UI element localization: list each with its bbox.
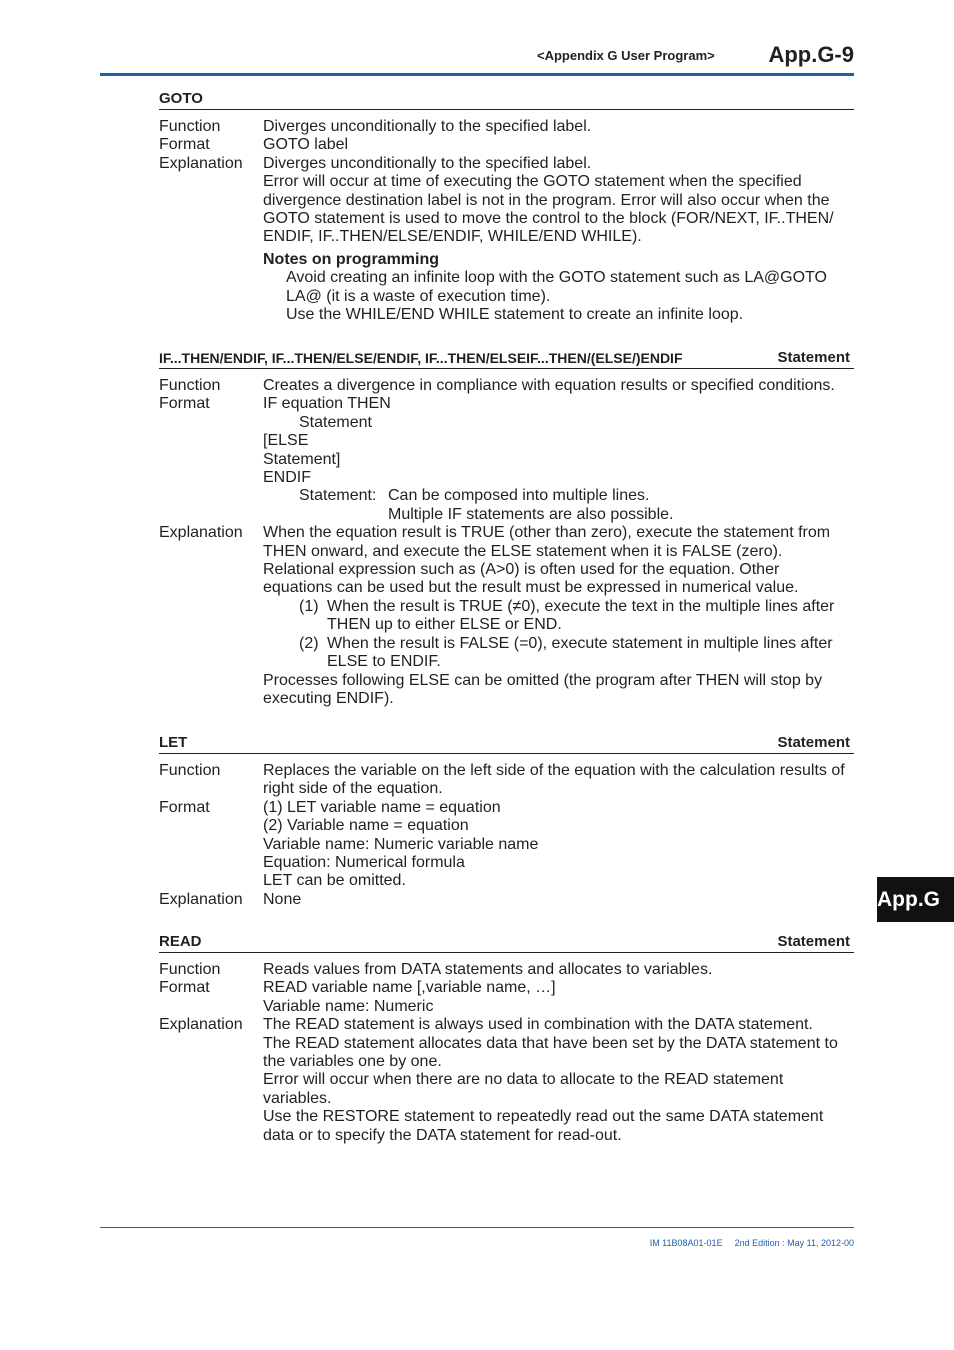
function-label: Function xyxy=(159,118,221,135)
format-line: LET can be omitted. xyxy=(263,872,406,890)
section-heading xyxy=(159,346,854,369)
explanation-label: Explanation xyxy=(159,1016,243,1034)
header-rule xyxy=(100,73,854,76)
item-number: (2) xyxy=(299,634,319,652)
section-heading xyxy=(159,930,854,953)
explanation-line: Use the RESTORE statement to repeatedly read out the same DATA statement xyxy=(263,1108,824,1126)
item-line: When the result is TRUE (≠0), execute the text in the multiple lines after xyxy=(327,597,835,615)
function-row xyxy=(159,118,854,136)
section-kind: Statement xyxy=(777,349,850,366)
section-title: LET xyxy=(159,734,188,751)
numbered-item xyxy=(263,635,854,653)
explanation-line: executing ENDIF). xyxy=(263,689,394,707)
explanation-line: Relational expression such as (A>0) is often used for the equation. Other xyxy=(263,561,780,579)
format-line: (1) LET variable name = equation xyxy=(263,798,501,816)
edition-date: 2nd Edition : May 11, 2012-00 xyxy=(734,1238,854,1248)
section-title: GOTO xyxy=(159,90,203,107)
section-read xyxy=(159,930,854,1145)
explanation-label: Explanation xyxy=(159,154,243,172)
function-line: right side of the equation. xyxy=(263,780,443,798)
format-note-label: Statement: xyxy=(299,487,377,505)
section-title: IF...THEN/ENDIF, IF...THEN/ELSE/ENDIF, IF...THEN/ELSEIF...THEN/(ELSE/)ENDIF xyxy=(159,350,683,366)
note-line: Use the WHILE/END WHILE statement to create an infinite loop. xyxy=(286,306,744,324)
function-label: Function xyxy=(159,961,221,978)
format-row xyxy=(159,979,854,1016)
function-row xyxy=(159,377,854,395)
numbered-item xyxy=(263,598,854,616)
section-kind: Statement xyxy=(777,933,850,950)
explanation-line: Processes following ELSE can be omitted (the program after THEN will stop by xyxy=(263,671,823,689)
function-text: Diverges unconditionally to the specified label. xyxy=(263,118,592,135)
format-row xyxy=(159,799,854,891)
function-row xyxy=(159,762,854,799)
function-line: Replaces the variable on the left side of the equation with the calculation results of xyxy=(263,762,845,779)
format-note-line: Can be composed into multiple lines. xyxy=(388,487,650,505)
appendix-tab-label: App.G xyxy=(877,888,940,911)
format-note-line: Multiple IF statements are also possible. xyxy=(388,505,674,523)
explanation-label: Explanation xyxy=(159,524,243,542)
function-text: Reads values from DATA statements and allocates to variables. xyxy=(263,961,713,978)
format-label: Format xyxy=(159,979,210,997)
item-number: (1) xyxy=(299,597,319,615)
note-line: Avoid creating an infinite loop with the GOTO statement such as LA@GOTO xyxy=(286,269,827,287)
format-label: Format xyxy=(159,136,210,154)
section-heading xyxy=(159,87,854,110)
format-label: Format xyxy=(159,395,210,413)
format-label: Format xyxy=(159,798,210,816)
format-text: GOTO label xyxy=(263,136,349,154)
explanation-line: When the equation result is TRUE (other than zero), execute the statement from xyxy=(263,524,831,542)
function-text: Creates a divergence in compliance with equation results or specified conditions. xyxy=(263,377,835,394)
section-goto xyxy=(159,87,854,324)
explanation-line: variables. xyxy=(263,1089,332,1107)
item-line: When the result is FALSE (=0), execute statement in multiple lines after xyxy=(327,634,833,652)
note-line: LA@ (it is a waste of execution time). xyxy=(286,287,551,305)
notes-heading: Notes on programming xyxy=(263,250,440,268)
item-line: THEN up to either ELSE or END. xyxy=(327,616,562,634)
explanation-row xyxy=(159,155,854,325)
explanation-line: equations can be used but the result must be expressed in numerical value. xyxy=(263,579,799,597)
explanation-line: divergence destination label is not in the program. Error will also occur when the xyxy=(263,191,830,209)
explanation-line: Diverges unconditionally to the specified label. xyxy=(263,154,592,172)
explanation-line: the variables one by one. xyxy=(263,1053,442,1071)
format-line: (2) Variable name = equation xyxy=(263,817,469,835)
footer-rule xyxy=(100,1227,854,1228)
function-label: Function xyxy=(159,377,221,394)
format-row xyxy=(159,395,854,524)
explanation-label: Explanation xyxy=(159,890,243,908)
section-kind: Statement xyxy=(777,734,850,751)
section-let xyxy=(159,731,854,909)
explanation-row xyxy=(159,524,854,708)
item-line: ELSE to ENDIF. xyxy=(327,653,441,671)
function-label: Function xyxy=(159,762,221,779)
explanation-text: None xyxy=(263,890,302,908)
format-line: ENDIF xyxy=(263,469,311,487)
page-footer xyxy=(650,1238,854,1248)
format-line: IF equation THEN xyxy=(263,395,391,413)
appendix-tab xyxy=(877,877,954,922)
explanation-line: data or to specify the DATA statement for read-out. xyxy=(263,1126,622,1144)
document-number: IM 11B08A01-01E xyxy=(649,1238,723,1248)
format-line: Equation: Numerical formula xyxy=(263,854,465,872)
explanation-row xyxy=(159,891,854,909)
explanation-line: Error will occur when there are no data to allocate to the READ statement xyxy=(263,1071,784,1089)
format-line: Variable name: Numeric variable name xyxy=(263,835,539,853)
chapter-label: <Appendix G User Program> xyxy=(537,48,715,63)
section-heading xyxy=(159,731,854,754)
format-note xyxy=(263,487,854,505)
section-if xyxy=(159,346,854,708)
explanation-row xyxy=(159,1016,854,1145)
explanation-line: The READ statement allocates data that have been set by the DATA statement to xyxy=(263,1034,838,1052)
page-number: App.G-9 xyxy=(768,42,854,67)
explanation-line: THEN onward, and execute the ELSE statement when it is FALSE (zero). xyxy=(263,542,783,560)
explanation-line: The READ statement is always used in combination with the DATA statement. xyxy=(263,1016,813,1034)
format-row xyxy=(159,136,854,154)
format-line: Statement] xyxy=(263,450,341,468)
format-line: Variable name: Numeric xyxy=(263,997,434,1015)
explanation-line: ENDIF, IF..THEN/ELSE/ENDIF, WHILE/END WHILE). xyxy=(263,228,642,246)
explanation-line: GOTO statement is used to move the control to the block (FOR/NEXT, IF..THEN/ xyxy=(263,210,834,228)
section-title: READ xyxy=(159,933,202,950)
function-row xyxy=(159,961,854,979)
format-line: [ELSE xyxy=(263,432,309,450)
format-line: Statement xyxy=(299,413,372,431)
format-line: READ variable name [,variable name, …] xyxy=(263,979,556,997)
explanation-line: Error will occur at time of executing the GOTO statement when the specified xyxy=(263,173,802,191)
